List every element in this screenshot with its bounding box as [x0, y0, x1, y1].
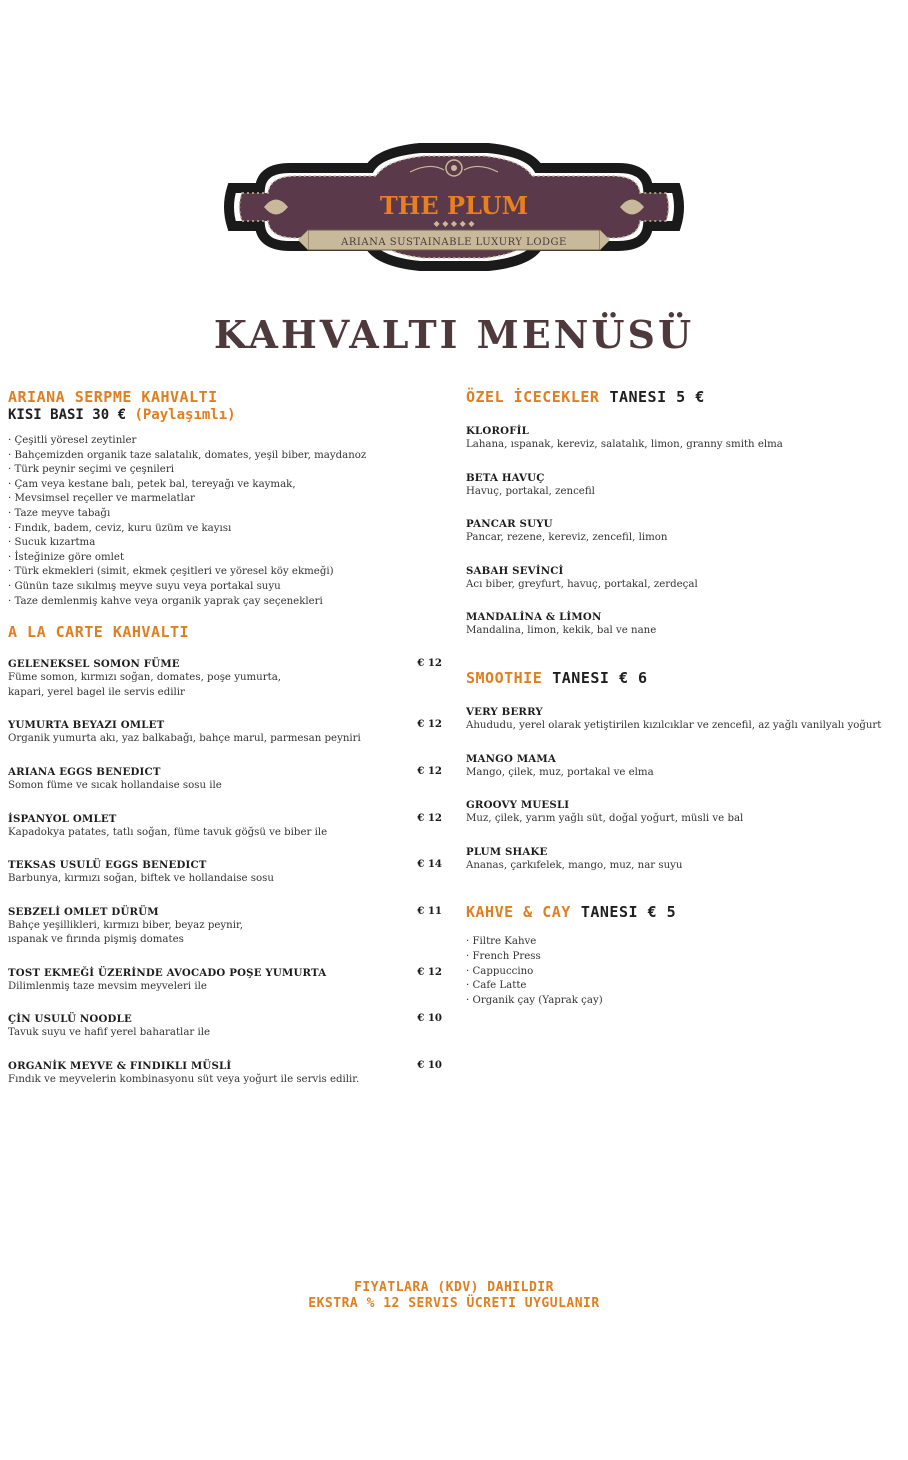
- left-column: [8, 388, 442, 1088]
- item-desc: Barbunya, kırmızı soğan, biftek ve hollandaise sosu: [8, 873, 274, 885]
- item-name: ORGANİK MEYVE & FINDIKLI MÜSLİ: [8, 1060, 232, 1073]
- item-name: İSPANYOL OMLET: [8, 812, 117, 825]
- item-desc: Mango, çilek, muz, portakal ve elma: [466, 766, 654, 778]
- kahve-title: KAHVE & CAY: [466, 903, 571, 922]
- item-desc: ıspanak ve fırında pişmiş domates: [8, 934, 184, 946]
- serpme-heading: ARIANA SERPME KAHVALTI: [8, 388, 218, 406]
- item-name: GELENEKSEL SOMON FÜME: [8, 658, 180, 671]
- item-desc: Organik yumurta akı, yaz balkabağı, bahçe marul, parmesan peyniri: [8, 733, 361, 745]
- footer-note: [0, 1280, 908, 1312]
- ozel-price: TANESI 5 €: [609, 388, 705, 406]
- item-desc: Füme somon, kırmızı soğan, domates, poşe yumurta,: [8, 672, 282, 684]
- menu-item: [466, 424, 896, 453]
- item-name: MANGO MAMA: [466, 752, 556, 765]
- item-name: YUMURTA BEYAZI OMLET: [8, 719, 165, 732]
- list-item: · Sucuk kızartma: [8, 536, 442, 551]
- item-price: € 14: [417, 858, 442, 871]
- menu-item: [8, 812, 442, 841]
- list-item: · Türk ekmekleri (simit, ekmek çeşitleri ve yöresel köy ekmeği): [8, 565, 442, 580]
- list-item: · Bahçemizden organik taze salatalık, domates, yeşil biber, maydanoz: [8, 449, 442, 464]
- item-price: € 12: [417, 965, 442, 978]
- menu-item: [8, 765, 442, 794]
- menu-item: [8, 657, 442, 700]
- item-desc: Acı biber, greyfurt, havuç, portakal, zerdeçal: [466, 578, 698, 590]
- menu-item: [466, 705, 896, 734]
- kahve-heading: [466, 903, 896, 921]
- ozel-heading: [466, 388, 896, 406]
- item-name: VERY BERRY: [466, 705, 543, 718]
- kahve-list: [466, 935, 896, 1008]
- menu-item: [466, 752, 896, 781]
- list-item: · Mevsimsel reçeller ve marmelatlar: [8, 492, 442, 507]
- right-column: [466, 388, 896, 1008]
- item-desc: Ahududu, yerel olarak yetiştirilen kızılcıklar ve zencefil, az yağlı vanilyalı yoğurt: [466, 719, 882, 731]
- item-name: SABAH SEVİNCİ: [466, 564, 564, 577]
- menu-item: [8, 718, 442, 747]
- item-desc: Bahçe yeşillikleri, kırmızı biber, beyaz peynir,: [8, 919, 243, 931]
- kahve-price: TANESI € 5: [580, 903, 677, 922]
- item-name: SEBZELİ OMLET DÜRÜM: [8, 905, 159, 918]
- list-item: · Cappuccino: [466, 965, 896, 980]
- item-desc: Muz, çilek, yarım yağlı süt, doğal yoğurt, müsli ve bal: [466, 813, 744, 825]
- page-title: KAHVALTI MENÜSÜ: [213, 312, 695, 357]
- menu-item: [8, 905, 442, 948]
- footer-line-2: EKSTRA % 12 SERVIS ÜCRETI UYGULANIR: [308, 1296, 600, 1311]
- list-item: · Filtre Kahve: [466, 935, 896, 950]
- the-plum-logo: [220, 138, 688, 276]
- list-item: · Organik çay (Yaprak çay): [466, 994, 896, 1009]
- list-item: · Günün taze sıkılmış meyve suyu veya portakal suyu: [8, 580, 442, 595]
- menu-item: [8, 858, 442, 887]
- serpme-list: [8, 434, 442, 609]
- menu-item: [8, 966, 442, 995]
- list-item: · Türk peynir seçimi ve çeşnileri: [8, 463, 442, 478]
- item-desc: Lahana, ıspanak, kereviz, salatalık, limon, granny smith elma: [466, 439, 783, 450]
- alacarte-heading: A LA CARTE KAHVALTI: [8, 623, 190, 642]
- list-item: · Taze meyve tabağı: [8, 507, 442, 522]
- menu-item: [8, 1012, 442, 1041]
- smoothie-heading: [466, 669, 896, 687]
- item-price: € 12: [417, 657, 442, 670]
- smoothie-price: TANESI € 6: [552, 668, 648, 687]
- menu-item: [466, 471, 896, 500]
- item-desc: Ananas, çarkıfelek, mango, muz, nar suyu: [466, 859, 683, 871]
- list-item: · Çam veya kestane balı, petek bal, tereyağı ve kaymak,: [8, 478, 442, 493]
- menu-item: [466, 517, 896, 546]
- serpme-note: (Paylaşımlı): [134, 407, 236, 423]
- item-desc: Kapadokya patates, tatlı soğan, füme tavuk göğsü ve biber ile: [8, 826, 328, 838]
- list-item: · Taze demlenmiş kahve veya organik yaprak çay seçenekleri: [8, 595, 442, 610]
- item-desc: Mandalina, limon, kekik, bal ve nane: [466, 625, 657, 637]
- item-name: TEKSAS USULÜ EGGS BENEDICT: [8, 859, 207, 872]
- logo-name: THE PLUM: [379, 191, 529, 220]
- serpme-subheading: [8, 406, 442, 424]
- svg-text:◆ ◆ ◆ ◆ ◆: ◆ ◆ ◆ ◆ ◆: [433, 219, 475, 228]
- item-price: € 12: [417, 764, 442, 777]
- footer-line-1: FIYATLARA (KDV) DAHILDIR: [354, 1280, 554, 1295]
- item-price: € 10: [417, 1012, 442, 1025]
- item-price: € 12: [417, 718, 442, 731]
- ozel-title: ÖZEL İCECEKLER: [466, 388, 600, 406]
- item-price: € 11: [417, 904, 442, 917]
- menu-item: [466, 564, 896, 593]
- menu-item: [466, 798, 896, 827]
- item-name: ÇİN USULÜ NOODLE: [8, 1013, 132, 1026]
- item-desc: Pancar, rezene, kereviz, zencefil, limon: [466, 532, 668, 544]
- item-name: BETA HAVUÇ: [466, 471, 545, 484]
- item-price: € 12: [417, 811, 442, 824]
- list-item: · Fındık, badem, ceviz, kuru üzüm ve kayısı: [8, 522, 442, 537]
- item-desc: Tavuk suyu ve hafif yerel baharatlar ile: [8, 1027, 211, 1039]
- item-desc: Havuç, portakal, zencefil: [466, 485, 595, 497]
- item-price: € 10: [417, 1059, 442, 1072]
- item-desc: Somon füme ve sıcak hollandaise sosu ile: [8, 779, 222, 791]
- list-item: · İsteğinize göre omlet: [8, 551, 442, 566]
- item-name: ARIANA EGGS BENEDICT: [8, 765, 161, 778]
- item-name: PANCAR SUYU: [466, 518, 553, 531]
- list-item: · Cafe Latte: [466, 979, 896, 994]
- menu-item: [8, 1059, 442, 1088]
- item-name: PLUM SHAKE: [466, 845, 548, 858]
- item-name: TOST EKMEĞİ ÜZERİNDE AVOCADO POŞE YUMURTA: [8, 966, 327, 979]
- logo-tagline: ARIANA SUSTAINABLE LUXURY LODGE: [341, 237, 567, 248]
- item-desc: Dilimlenmiş taze mevsim meyveleri ile: [8, 980, 207, 992]
- list-item: · Çeşitli yöresel zeytinler: [8, 434, 442, 449]
- menu-item: [466, 610, 896, 639]
- item-desc: kapari, yerel bagel ile servis edilir: [8, 686, 185, 698]
- item-name: GROOVY MUESLI: [466, 799, 570, 812]
- list-item: · French Press: [466, 950, 896, 965]
- item-name: KLOROFİL: [466, 425, 529, 437]
- smoothie-title: SMOOTHIE: [466, 668, 543, 687]
- item-name: MANDALİNA & LİMON: [466, 611, 602, 624]
- menu-item: [466, 845, 896, 874]
- item-desc: Fındık ve meyvelerin kombinasyonu süt veya yoğurt ile servis edilir.: [8, 1074, 360, 1086]
- serpme-price: KISI BASI 30 €: [8, 407, 127, 423]
